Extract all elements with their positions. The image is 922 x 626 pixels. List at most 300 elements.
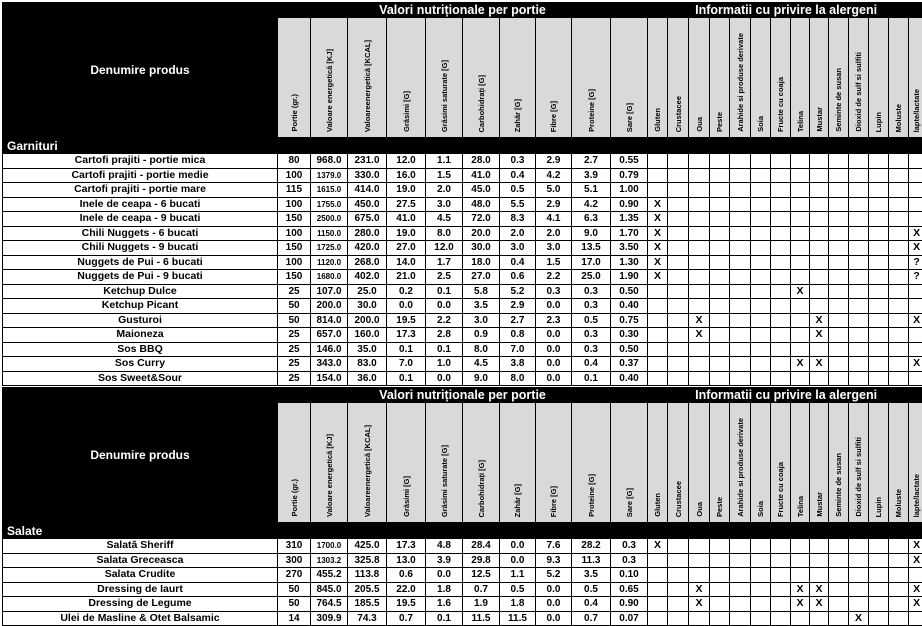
nutrition-value: 5.2 (500, 284, 536, 299)
nutrition-value: 1.5 (536, 255, 572, 270)
nutrition-value: 160.0 (348, 328, 387, 343)
nutrition-value: 200.0 (348, 313, 387, 328)
product-name: Maioneza (3, 328, 278, 343)
nutrition-column-header (611, 18, 648, 138)
allergen-mark (751, 183, 771, 198)
allergen-mark (689, 168, 710, 183)
nutrition-column-header (311, 403, 348, 523)
column-header-label: lapte/lactate (912, 473, 922, 517)
allergen-mark: X (689, 313, 710, 328)
nutrition-value: 0.55 (611, 154, 648, 169)
allergen-mark (791, 553, 810, 568)
allergen-mark (829, 597, 849, 612)
allergen-mark (849, 212, 869, 227)
product-name: Ketchup Dulce (3, 284, 278, 299)
allergen-mark (771, 582, 791, 597)
allergen-mark (751, 357, 771, 372)
allergen-mark (648, 553, 668, 568)
nutrition-column-header (348, 18, 387, 138)
allergen-mark: X (909, 582, 922, 597)
product-name: Gusturoi (3, 313, 278, 328)
nutrition-column-header (278, 18, 311, 138)
allergen-mark (668, 328, 689, 343)
product-name: Salata Crudite (3, 568, 278, 583)
allergen-mark (710, 241, 730, 256)
allergen-mark (668, 371, 689, 386)
column-header-label: Grăsimi [G] (401, 476, 411, 517)
nutrition-value: 1.5 (426, 168, 463, 183)
allergen-mark (668, 226, 689, 241)
allergen-mark (751, 226, 771, 241)
allergen-mark (710, 255, 730, 270)
column-header-label: Telina (795, 495, 805, 517)
allergen-mark (710, 357, 730, 372)
allergen-mark (648, 284, 668, 299)
allergen-mark (829, 342, 849, 357)
allergen-mark: X (648, 197, 668, 212)
allergen-mark (869, 255, 889, 270)
allergen-mark: X (791, 284, 810, 299)
nutrition-value: 100 (278, 255, 311, 270)
nutrition-value: 0.0 (536, 342, 572, 357)
allergen-mark: X (909, 313, 922, 328)
nutrition-value: 1615.0 (311, 183, 348, 198)
allergen-mark (869, 226, 889, 241)
allergen-mark (730, 226, 751, 241)
column-header-label: Fibre [G] (549, 100, 558, 132)
allergen-mark (730, 371, 751, 386)
allergen-mark (648, 299, 668, 314)
allergen-mark (710, 611, 730, 626)
allergen-mark (668, 154, 689, 169)
nutrition-value: 3.8 (500, 357, 536, 372)
allergen-column-header (689, 18, 710, 138)
allergen-mark: X (648, 270, 668, 285)
table-row (3, 553, 922, 568)
allergen-column-header (869, 403, 889, 523)
allergen-column-header (668, 403, 689, 523)
nutrition-value: 0.0 (500, 539, 536, 554)
nutrition-value: 4.8 (426, 539, 463, 554)
nutrition-value: 0.3 (500, 154, 536, 169)
allergen-mark (909, 154, 922, 169)
nutrition-value: 30.0 (348, 299, 387, 314)
allergen-mark (751, 553, 771, 568)
allergen-mark (889, 342, 909, 357)
nutrition-value: 1120.0 (311, 255, 348, 270)
allergen-mark (751, 284, 771, 299)
allergen-mark (849, 328, 869, 343)
nutrition-value: 4.2 (572, 197, 611, 212)
nutrition-value: 3.0 (500, 241, 536, 256)
table-row (3, 197, 922, 212)
table-row (3, 597, 922, 612)
allergen-mark (909, 371, 922, 386)
allergen-mark (689, 553, 710, 568)
nutrition-value: 0.0 (536, 582, 572, 597)
nutrition-value: 115 (278, 183, 311, 198)
nutrition-value: 41.0 (387, 212, 426, 227)
nutrition-value: 0.65 (611, 582, 648, 597)
allergen-mark (791, 270, 810, 285)
nutrition-value: 0.1 (387, 371, 426, 386)
nutrition-value: 2.0 (426, 183, 463, 198)
column-header-label: Grăsimi saturate [G] (439, 59, 449, 132)
allergen-mark (689, 226, 710, 241)
allergen-mark (751, 597, 771, 612)
allergen-column-header (689, 403, 710, 523)
allergen-mark (751, 270, 771, 285)
allergen-mark (771, 539, 791, 554)
nutrition-value: 8.3 (500, 212, 536, 227)
nutrition-value: 11.3 (572, 553, 611, 568)
allergen-mark (751, 582, 771, 597)
table-row (3, 270, 922, 285)
nutrition-value: 0.90 (611, 597, 648, 612)
nutrition-value: 50 (278, 597, 311, 612)
nutrition-value: 25 (278, 342, 311, 357)
nutrition-value: 1725.0 (311, 241, 348, 256)
allergen-mark (668, 197, 689, 212)
nutrition-value: 0.10 (611, 568, 648, 583)
allergen-mark (810, 226, 829, 241)
allergen-mark (668, 568, 689, 583)
nutrition-value: 3.0 (426, 197, 463, 212)
nutrition-value: 13.0 (387, 553, 426, 568)
column-header-label: Zahăr [G] (513, 98, 522, 132)
allergen-mark (710, 371, 730, 386)
nutrition-column-header (463, 18, 500, 138)
nutrition-value: 450.0 (348, 197, 387, 212)
nutrition-value: 5.5 (500, 197, 536, 212)
product-name: Ulei de Masline & Otet Balsamic (3, 611, 278, 626)
allergen-mark (810, 212, 829, 227)
nutrition-value: 3.9 (572, 168, 611, 183)
nutrition-value: 3.5 (463, 299, 500, 314)
column-header-label: Grăsimi saturate [G] (439, 444, 449, 517)
allergen-mark (829, 241, 849, 256)
nutrition-value: 3.9 (426, 553, 463, 568)
column-header-label: Portie (gr.) (289, 479, 299, 517)
allergen-mark (849, 154, 869, 169)
allergen-mark (668, 270, 689, 285)
allergen-mark (889, 284, 909, 299)
nutrition-value: 280.0 (348, 226, 387, 241)
table-row (3, 241, 922, 256)
allergen-mark (689, 342, 710, 357)
allergen-mark (791, 299, 810, 314)
allergen-mark (751, 611, 771, 626)
allergen-mark (849, 255, 869, 270)
nutrition-value: 17.3 (387, 539, 426, 554)
allergen-mark (869, 342, 889, 357)
allergen-mark: X (810, 597, 829, 612)
nutrition-value: 0.37 (611, 357, 648, 372)
nutrition-value: 14.0 (387, 255, 426, 270)
nutrition-column-header (463, 403, 500, 523)
nutrition-value: 13.5 (572, 241, 611, 256)
table-row (3, 328, 922, 343)
nutrition-value: 50 (278, 582, 311, 597)
product-name: Cartofi prajiti - portie mica (3, 154, 278, 169)
nutrition-value: 0.0 (536, 371, 572, 386)
nutrition-value: 21.0 (387, 270, 426, 285)
allergen-column-header (771, 18, 791, 138)
allergen-mark (668, 299, 689, 314)
allergen-mark (710, 197, 730, 212)
nutrition-value: 30.0 (463, 241, 500, 256)
nutrition-value: 14 (278, 611, 311, 626)
nutrition-value: 0.7 (572, 611, 611, 626)
nutrition-value: 0.3 (536, 284, 572, 299)
nutrition-value: 420.0 (348, 241, 387, 256)
allergen-mark (751, 371, 771, 386)
allergen-column-header (791, 403, 810, 523)
allergen-mark (810, 553, 829, 568)
allergen-mark: X (810, 328, 829, 343)
allergen-group-header: Informatii cu privire la alergeni (648, 388, 922, 403)
allergen-mark (648, 611, 668, 626)
allergen-mark (730, 342, 751, 357)
allergen-mark (829, 313, 849, 328)
nutrition-column-header (572, 403, 611, 523)
allergen-mark (869, 357, 889, 372)
allergen-mark (869, 328, 889, 343)
nutrition-value: 36.0 (348, 371, 387, 386)
allergen-mark (648, 357, 668, 372)
column-header-label: Peste (715, 111, 725, 132)
allergen-mark (889, 582, 909, 597)
column-header-label: Telina (795, 110, 805, 132)
allergen-mark (689, 371, 710, 386)
column-header-label: Moluste (894, 103, 904, 132)
allergen-mark (668, 597, 689, 612)
nutrition-value: 146.0 (311, 342, 348, 357)
allergen-mark (791, 168, 810, 183)
nutrition-column-header (387, 403, 426, 523)
column-header-label: Gluten (653, 493, 663, 517)
nutrition-group-header: Valori nutriționale per portie (278, 3, 648, 18)
nutrition-value: 0.7 (387, 611, 426, 626)
allergen-mark (889, 328, 909, 343)
nutrition-value: 455.2 (311, 568, 348, 583)
allergen-mark (849, 241, 869, 256)
nutrition-value: 1.8 (500, 597, 536, 612)
allergen-mark (771, 313, 791, 328)
nutrition-value: 325.8 (348, 553, 387, 568)
nutrition-value: 0.30 (611, 328, 648, 343)
nutrition-value: 1.1 (426, 154, 463, 169)
allergen-mark: X (648, 226, 668, 241)
allergen-mark (791, 212, 810, 227)
allergen-mark (751, 168, 771, 183)
nutrition-value: 1.0 (426, 357, 463, 372)
nutrition-column-header (536, 403, 572, 523)
column-header-label: Seminte de susan (834, 68, 844, 132)
allergen-mark (810, 270, 829, 285)
section-table-0 (2, 2, 922, 386)
allergen-mark (730, 313, 751, 328)
allergen-mark (889, 371, 909, 386)
allergen-mark (869, 582, 889, 597)
allergen-mark (771, 553, 791, 568)
allergen-mark (791, 328, 810, 343)
allergen-mark (668, 553, 689, 568)
nutrition-value: 1.00 (611, 183, 648, 198)
allergen-mark (909, 212, 922, 227)
nutrition-value: 309.9 (311, 611, 348, 626)
nutrition-column-header (311, 18, 348, 138)
column-header-label: Seminte de susan (834, 453, 844, 517)
nutrition-value: 414.0 (348, 183, 387, 198)
nutrition-value: 0.0 (426, 568, 463, 583)
allergen-mark (710, 582, 730, 597)
nutrition-value: 25.0 (572, 270, 611, 285)
allergen-mark (909, 197, 922, 212)
nutrition-value: 5.0 (536, 183, 572, 198)
column-header-label: Moluste (894, 488, 904, 517)
allergen-column-header (710, 18, 730, 138)
allergen-mark (730, 299, 751, 314)
allergen-mark: X (791, 597, 810, 612)
allergen-mark (751, 241, 771, 256)
nutrition-value: 1.7 (426, 255, 463, 270)
allergen-mark (730, 183, 751, 198)
allergen-mark (829, 197, 849, 212)
allergen-mark (771, 255, 791, 270)
allergen-mark (829, 255, 849, 270)
allergen-mark (889, 611, 909, 626)
table-row (3, 284, 922, 299)
allergen-mark (730, 284, 751, 299)
nutrition-value: 300 (278, 553, 311, 568)
allergen-column-header (909, 18, 922, 138)
allergen-mark (751, 255, 771, 270)
table-row (3, 539, 922, 554)
table-row (3, 212, 922, 227)
allergen-mark (668, 313, 689, 328)
nutrition-value: 0.3 (572, 284, 611, 299)
nutrition-value: 0.3 (572, 328, 611, 343)
allergen-mark (810, 539, 829, 554)
nutrition-value: 0.40 (611, 299, 648, 314)
allergen-mark (771, 568, 791, 583)
allergen-mark (730, 154, 751, 169)
allergen-mark (730, 168, 751, 183)
allergen-mark (869, 212, 889, 227)
allergen-mark (829, 212, 849, 227)
allergen-column-header (751, 18, 771, 138)
nutrition-value: 0.0 (536, 299, 572, 314)
nutrition-value: 0.4 (500, 255, 536, 270)
allergen-mark (689, 299, 710, 314)
allergen-mark: X (648, 212, 668, 227)
nutrition-value: 0.90 (611, 197, 648, 212)
allergen-mark (689, 611, 710, 626)
allergen-mark (710, 328, 730, 343)
allergen-mark (829, 328, 849, 343)
allergen-mark (909, 284, 922, 299)
column-header-label: Soia (756, 501, 766, 517)
allergen-mark (889, 597, 909, 612)
nutrition-value: 2.8 (426, 328, 463, 343)
column-header-label: Lupin (874, 111, 884, 132)
allergen-mark (689, 539, 710, 554)
nutrition-value: 0.8 (500, 328, 536, 343)
allergen-mark (668, 168, 689, 183)
allergen-mark (730, 197, 751, 212)
section-header-row (3, 523, 922, 539)
allergen-mark (689, 212, 710, 227)
allergen-mark (810, 371, 829, 386)
nutrition-value: 7.0 (387, 357, 426, 372)
nutrition-value: 0.0 (500, 553, 536, 568)
nutrition-value: 814.0 (311, 313, 348, 328)
allergen-mark (810, 342, 829, 357)
allergen-mark (791, 226, 810, 241)
allergen-mark (889, 539, 909, 554)
nutrition-value: 19.5 (387, 597, 426, 612)
allergen-mark (751, 197, 771, 212)
allergen-mark (710, 342, 730, 357)
allergen-mark (810, 241, 829, 256)
nutrition-value: 4.5 (426, 212, 463, 227)
nutrition-value: 2.7 (500, 313, 536, 328)
allergen-mark (689, 255, 710, 270)
nutrition-value: 27.0 (387, 241, 426, 256)
allergen-mark (849, 371, 869, 386)
nutrition-value: 154.0 (311, 371, 348, 386)
allergen-mark (849, 313, 869, 328)
allergen-mark (849, 553, 869, 568)
column-header-label: lapte/lactate (912, 88, 922, 132)
nutrition-value: 5.1 (572, 183, 611, 198)
section-table-1 (2, 387, 922, 626)
nutrition-value: 2.9 (536, 154, 572, 169)
allergen-mark (810, 299, 829, 314)
nutrition-value: 17.0 (572, 255, 611, 270)
nutrition-column-header (572, 18, 611, 138)
allergen-mark: X (648, 241, 668, 256)
nutrition-value: 28.0 (463, 154, 500, 169)
nutrition-value: 8.0 (500, 371, 536, 386)
nutrition-value: 0.79 (611, 168, 648, 183)
allergen-mark: X (791, 582, 810, 597)
table-row (3, 582, 922, 597)
product-name: Chili Nuggets - 6 bucati (3, 226, 278, 241)
allergen-mark (829, 168, 849, 183)
nutrition-value: 0.75 (611, 313, 648, 328)
nutrition-value: 0.0 (536, 328, 572, 343)
allergen-mark (889, 313, 909, 328)
allergen-mark (668, 357, 689, 372)
allergen-mark (710, 226, 730, 241)
column-header-label: Dioxid de sulf si sulfiti (854, 437, 864, 517)
allergen-mark (648, 183, 668, 198)
allergen-mark (771, 168, 791, 183)
product-name: Salata Greceasca (3, 553, 278, 568)
nutrition-value: 45.0 (463, 183, 500, 198)
allergen-mark (668, 539, 689, 554)
nutrition-value: 0.3 (572, 342, 611, 357)
allergen-mark (869, 597, 889, 612)
column-header-label: Zahăr [G] (513, 483, 522, 517)
nutrition-value: 0.5 (500, 582, 536, 597)
nutrition-column-header (348, 403, 387, 523)
nutrition-value: 83.0 (348, 357, 387, 372)
allergen-mark (791, 568, 810, 583)
nutrition-value: 25 (278, 371, 311, 386)
